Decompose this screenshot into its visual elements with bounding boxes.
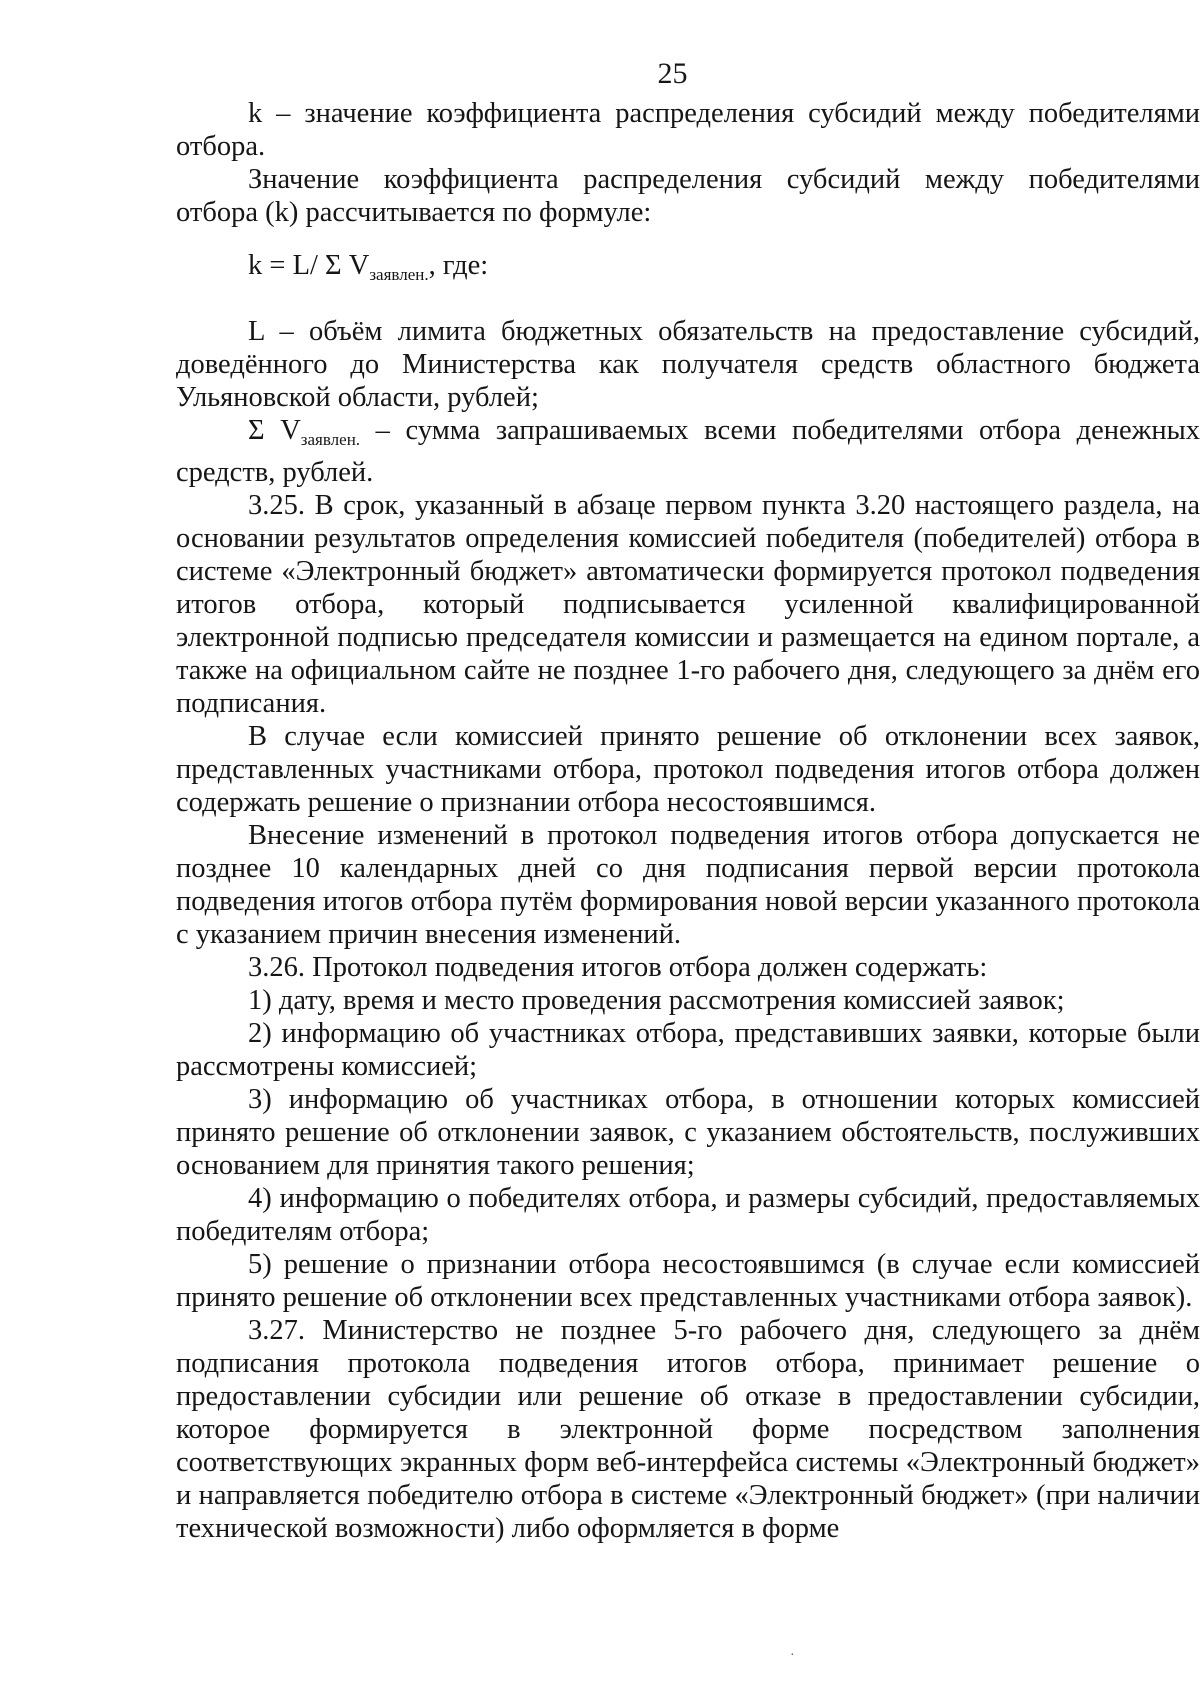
paragraph-3-27: 3.27. Министерство не позднее 5-го рабочего дня, следующего за днём подписания протокола подведения итогов отбора, принимает решение о предоставлении субсидии или решение об отказе в предоставлении субсидии, которое формируется в электронной форме посредством заполнения соответствующих экранных форм веб-интерфейса системы «Электронный бюджет» и направляется победителю отбора в системе «Электронный бюджет» (при наличии технической возможности) либо оформляется в форме <box>176 1315 1200 1544</box>
list-item: 3) информацию об участниках отбора, в отношении которых комиссией принято решение об отклонении заявок, с указанием обстоятельств, послуживших основанием для принятия такого решения; <box>176 1084 1200 1181</box>
formula <box>176 249 1200 291</box>
scan-speck: · <box>790 1648 795 1663</box>
paragraph-3-25-c: Внесение изменений в протокол подведения итогов отбора допускается не позднее 10 календарных дней со дня подписания первой версии протокола подведения итогов отбора путём формирования новой версии указанного протокола с указанием причин внесения изменений. <box>176 820 1200 950</box>
document-body <box>176 97 1200 1545</box>
sumV-text: – сумма запрашиваемых всеми победителями отбора денежных средств, рублей. <box>176 415 1200 488</box>
formula-suffix: , где: <box>428 250 489 281</box>
sumV-subscript: заявлен. <box>300 430 361 449</box>
L-definition: L – объём лимита бюджетных обязательств на предоставление субсидий, доведённого до Министерства как получателя средств областного бюджета Ульяновской области, рублей; <box>176 316 1200 413</box>
list-item: 5) решение о признании отбора несостоявшимся (в случае если комиссией принято решение об отклонении всех представленных участниками отбора заявок). <box>176 1249 1200 1313</box>
list-item: 1) дату, время и место проведения рассмотрения комиссией заявок; <box>248 985 1065 1016</box>
k-definition: k – значение коэффициента распределения субсидий между победителями отбора. <box>176 98 1200 162</box>
list-item: 2) информацию об участниках отбора, представивших заявки, которые были рассмотрены комиссией; <box>176 1018 1200 1082</box>
list-item: 4) информацию о победителях отбора, и размеры субсидий, предоставляемых победителям отбора; <box>176 1183 1200 1247</box>
page-number: 25 <box>657 57 688 90</box>
sumV-prefix: Σ V <box>248 415 301 446</box>
sumV-definition <box>176 414 1200 489</box>
paragraph-3-25: 3.25. В срок, указанный в абзаце первом пункта 3.20 настоящего раздела, на основании результатов определения комиссией победителя (победителей) отбора в системе «Электронный бюджет» автоматически формируется протокол подведения итогов отбора, который подписывается усиленной квалифицированной электронной подписью председателя комиссии и размещается на едином портале, а также на официальном сайте не позднее 1-го рабочего дня, следующего за днём его подписания. <box>176 490 1200 719</box>
formula-subscript: заявлен. <box>369 265 429 284</box>
paragraph-3-26: 3.26. Протокол подведения итогов отбора должен содержать: <box>248 952 988 983</box>
paragraph-3-25-b: В случае если комиссией принято решение об отклонении всех заявок, представленных участниками отбора, протокол подведения итогов отбора должен содержать решение о признании отбора несостоявшимся. <box>176 721 1200 818</box>
k-intro: Значение коэффициента распределения субсидий между победителями отбора (k) рассчитывается по формуле: <box>176 164 1200 228</box>
formula-lhs: k = L/ Σ V <box>248 250 370 281</box>
